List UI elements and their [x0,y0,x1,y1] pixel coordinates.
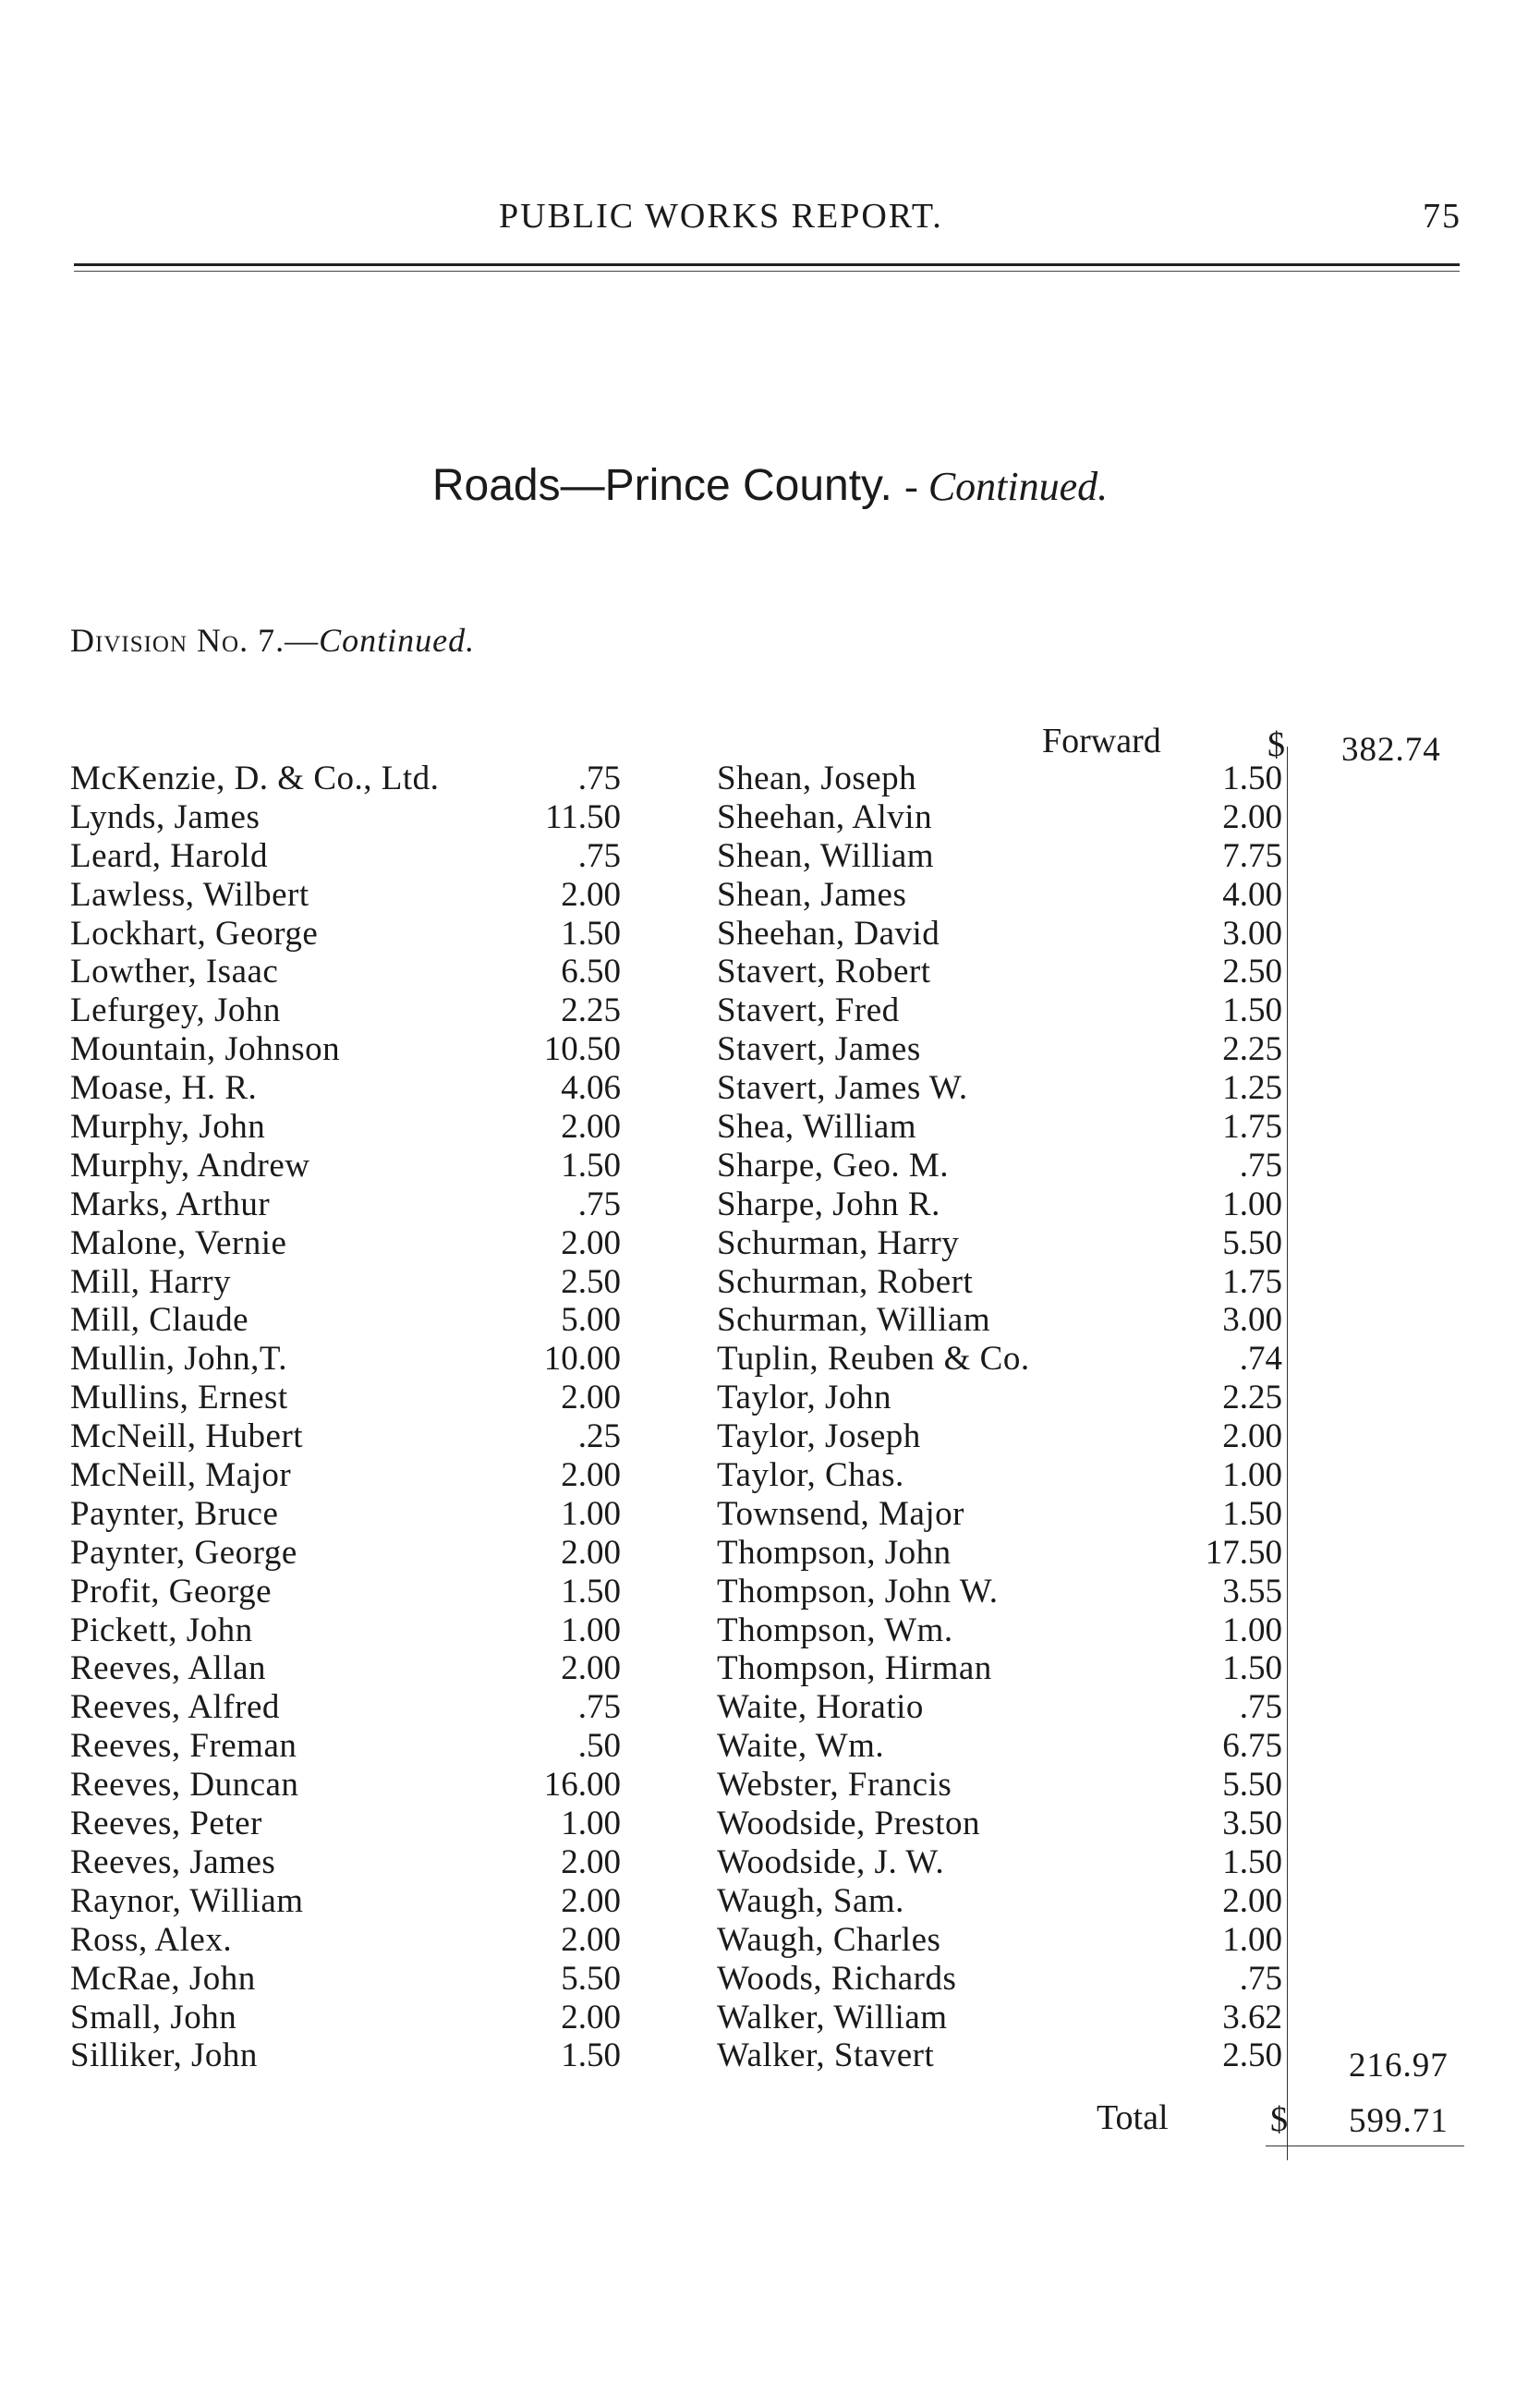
entry-name: Walker, Stavert [717,2036,935,2075]
division-number: 7.— [258,622,320,659]
entry-amount: 1.00 [561,1805,621,1843]
entry-amount: .74 [1239,1340,1282,1379]
left-entries-column [70,760,621,2075]
ledger-entry [70,1534,621,1573]
forward-currency: $ [1267,725,1285,764]
entry-amount: 6.50 [561,953,621,991]
entry-name: Paynter, Bruce [70,1494,279,1533]
entry-amount: 1.00 [561,1611,621,1649]
entry-name: Leard, Harold [70,836,269,875]
entry-amount: .75 [577,760,621,797]
total-label: Total [1097,2098,1169,2137]
entry-name: Reeves, Freman [70,1727,297,1766]
entry-name: Woodside, Preston [717,1805,981,1843]
entry-amount: 4.00 [1222,875,1282,914]
entry-name: Thompson, Wm. [717,1611,953,1649]
header-rule [74,263,1460,266]
entry-name: Shean, William [717,836,935,875]
ledger-entry [717,1417,1282,1456]
entry-name: McRae, John [70,1959,256,1998]
entry-name: Shean, James [717,875,907,914]
subtotal-amount: 216.97 [1349,2047,1449,2085]
ledger-entry [70,1688,621,1727]
entry-name: Ross, Alex. [70,1920,233,1959]
entry-amount: 2.00 [561,1649,621,1688]
ledger-entry [717,1727,1282,1766]
ledger-entry [717,1185,1282,1224]
entry-name: Reeves, Alfred [70,1688,280,1727]
entry-amount: 10.00 [543,1340,621,1379]
entry-name: Woodside, J. W. [717,1842,945,1881]
entry-amount: 1.00 [1222,1185,1282,1223]
ledger-entry [70,1147,621,1185]
entry-amount: .75 [577,836,621,875]
ledger-entry [70,1379,621,1417]
entry-amount: 10.50 [543,1030,621,1069]
ledger-entry [70,1727,621,1766]
ledger-entry [70,1069,621,1108]
entry-amount: 1.25 [1222,1069,1282,1108]
forward-label: Forward [1042,722,1161,760]
entry-name: Sharpe, John R. [717,1185,940,1223]
entry-name: Murphy, John [70,1108,266,1147]
entry-name: Waite, Horatio [717,1688,924,1727]
ledger-entry [717,1999,1282,2037]
ledger-entry [717,1573,1282,1611]
entry-name: Reeves, James [70,1842,276,1881]
entry-name: Taylor, Joseph [717,1417,921,1456]
forward-amount: 382.74 [1341,731,1441,769]
ledger-entry [70,1960,621,1999]
running-head [0,196,1540,240]
entry-name: Pickett, John [70,1611,253,1649]
entry-name: Stavert, James W. [717,1069,968,1108]
entry-name: Schurman, William [717,1301,991,1340]
ledger-entry [717,1224,1282,1263]
ledger-entry [70,876,621,915]
entry-name: Murphy, Andrew [70,1146,310,1185]
ledger-entry [70,760,621,798]
entry-name: Small, John [70,1998,237,2036]
entry-amount: 5.50 [1222,1766,1282,1805]
entry-amount: 1.50 [561,914,621,953]
entry-name: Waugh, Charles [717,1920,941,1959]
entry-amount: 11.50 [545,797,621,836]
entry-amount: 5.50 [561,1959,621,1998]
entry-amount: 6.75 [1222,1727,1282,1766]
entry-name: Schurman, Robert [717,1262,974,1301]
ledger-entry [70,915,621,954]
entry-name: Lockhart, George [70,914,319,953]
entry-amount: 1.50 [1222,1494,1282,1533]
ledger-entry [717,760,1282,798]
entry-amount: 1.50 [561,1572,621,1611]
entry-amount: 2.00 [561,1920,621,1959]
ledger-entry [70,1999,621,2037]
entry-amount: 1.00 [561,1494,621,1533]
ledger-entry [717,798,1282,837]
division-continued: Continued. [319,622,476,659]
ledger-entry [70,1921,621,1960]
entry-amount: 3.62 [1222,1998,1282,2036]
entry-name: Sharpe, Geo. M. [717,1146,950,1185]
entry-amount: .75 [1239,1146,1282,1185]
total-currency: $ [1270,2100,1288,2139]
entry-name: Thompson, John [717,1533,952,1572]
entry-amount: 2.00 [561,1108,621,1147]
ledger-entry [70,1263,621,1302]
entry-amount: 1.00 [1222,1920,1282,1959]
entry-amount: 2.00 [1222,1417,1282,1456]
entry-name: McNeill, Major [70,1456,292,1495]
ledger-entry [70,1805,621,1843]
entry-name: Reeves, Duncan [70,1766,299,1805]
entry-amount: 2.25 [1222,1379,1282,1417]
right-entries-column [717,760,1282,2075]
entry-name: Sheehan, David [717,914,940,953]
entry-name: Taylor, John [717,1379,891,1417]
entry-name: McKenzie, D. & Co., Ltd. [70,760,440,797]
ledger-entry [70,1108,621,1147]
entry-amount: 2.25 [561,991,621,1030]
entry-amount: 5.00 [561,1301,621,1340]
entry-name: Lawless, Wilbert [70,875,309,914]
ledger-entry [717,915,1282,954]
ledger-entry [717,1688,1282,1727]
ledger-entry [70,2036,621,2075]
entry-amount: 16.00 [543,1766,621,1805]
ledger-entry [70,953,621,991]
entry-name: Townsend, Major [717,1494,964,1533]
ledger-entry [70,1495,621,1534]
ledger-entry [717,837,1282,876]
ledger-entry [717,1456,1282,1495]
entry-amount: .25 [577,1417,621,1456]
entry-amount: 2.00 [561,875,621,914]
ledger-entry [717,991,1282,1030]
entry-name: Reeves, Allan [70,1649,267,1688]
entry-amount: .50 [577,1727,621,1766]
entry-amount: 17.50 [1205,1533,1282,1572]
entry-amount: .75 [1239,1688,1282,1727]
entry-name: Schurman, Harry [717,1223,960,1262]
ledger-entry [717,2036,1282,2075]
ledger-entry [70,1224,621,1263]
entry-name: Shea, William [717,1108,917,1147]
entry-amount: .75 [577,1688,621,1727]
entry-name: Silliker, John [70,2036,258,2075]
ledger-entry [70,1456,621,1495]
ledger-entry [70,1649,621,1688]
entry-name: Profit, George [70,1572,272,1611]
ledger-entry [717,1649,1282,1688]
entry-amount: 5.50 [1222,1223,1282,1262]
ledger-entry [70,991,621,1030]
entry-amount: 7.75 [1222,836,1282,875]
ledger-entry [717,1263,1282,1302]
entry-amount: 1.00 [1222,1456,1282,1495]
ledger-entry [717,1766,1282,1805]
section-title-text: Roads—Prince County. [431,461,892,510]
entry-name: Waite, Wm. [717,1727,885,1766]
ledger-entry [717,953,1282,991]
entry-name: Thompson, Hirman [717,1649,992,1688]
entry-amount: 1.50 [561,1146,621,1185]
ledger-entry [717,1921,1282,1960]
entry-name: Sheehan, Alvin [717,797,933,836]
ledger-entry [717,1030,1282,1069]
ledger-entry [717,1495,1282,1534]
entry-name: Lynds, James [70,797,261,836]
entry-name: Tuplin, Reuben & Co. [717,1340,1030,1379]
entry-amount: 2.25 [1222,1030,1282,1069]
entry-name: Reeves, Peter [70,1805,262,1843]
ledger-entry [70,1301,621,1340]
entry-amount: .75 [577,1185,621,1223]
entry-amount: 1.75 [1222,1108,1282,1147]
ledger-entry [70,1417,621,1456]
entry-amount: 2.50 [1222,2036,1282,2075]
entry-name: Webster, Francis [717,1766,952,1805]
entry-amount: 1.50 [1222,1649,1282,1688]
entry-amount: 2.50 [561,1262,621,1301]
entry-amount: 3.55 [1222,1572,1282,1611]
entry-name: Mill, Claude [70,1301,249,1340]
entry-name: Waugh, Sam. [717,1881,904,1920]
division-heading [70,621,475,660]
entry-amount: 2.00 [561,1379,621,1417]
entry-amount: 2.00 [561,1456,621,1495]
page-number: 75 [1423,197,1461,236]
entry-name: Malone, Vernie [70,1223,287,1262]
ledger-entry [717,1843,1282,1882]
ledger-entry [717,1611,1282,1650]
entry-amount: 1.00 [1222,1611,1282,1649]
ledger-entry [717,1340,1282,1379]
column-rule [1287,747,1288,2160]
entry-amount: 1.50 [1222,1842,1282,1881]
entry-amount: 1.75 [1222,1262,1282,1301]
ledger-entry [717,1147,1282,1185]
entry-amount: 3.50 [1222,1805,1282,1843]
report-title: PUBLIC WORKS REPORT. [499,197,943,236]
section-continued: - Continued. [904,464,1109,509]
entry-name: Lefurgey, John [70,991,281,1030]
entry-name: Stavert, Robert [717,953,931,991]
ledger-entry [717,1534,1282,1573]
entry-name: McNeill, Hubert [70,1417,304,1456]
ledger-entry [70,1340,621,1379]
entry-amount: 2.00 [561,1881,621,1920]
ledger-entry [70,1882,621,1921]
entry-name: Marks, Arthur [70,1185,271,1223]
entry-amount: 4.06 [561,1069,621,1108]
entry-name: Lowther, Isaac [70,953,279,991]
entry-name: Moase, H. R. [70,1069,258,1108]
entry-name: Stavert, Fred [717,991,900,1030]
entry-amount: 3.00 [1222,1301,1282,1340]
entry-amount: 3.00 [1222,914,1282,953]
total-amount: 599.71 [1349,2102,1449,2140]
section-title [0,460,1540,511]
entry-name: Shean, Joseph [717,760,917,797]
division-label: Division No. [70,622,249,659]
entry-amount: .75 [1239,1959,1282,1998]
ledger-entry [717,1379,1282,1417]
ledger-entry [70,1573,621,1611]
ledger-entry [717,1108,1282,1147]
ledger-entry [717,876,1282,915]
entry-name: Raynor, William [70,1881,304,1920]
ledger-entry [70,1611,621,1650]
entry-name: Walker, William [717,1998,948,2036]
ledger-entry [70,837,621,876]
ledger-entry [70,1185,621,1224]
ledger-entry [70,798,621,837]
entry-name: Taylor, Chas. [717,1456,904,1495]
ledger-entry [717,1882,1282,1921]
entry-amount: 2.00 [561,1223,621,1262]
entry-amount: 2.50 [1222,953,1282,991]
ledger-entry [717,1301,1282,1340]
entry-name: Paynter, George [70,1533,297,1572]
entry-name: Woods, Richards [717,1959,957,1998]
entry-amount: 1.50 [1222,760,1282,797]
entry-amount: 2.00 [561,1998,621,2036]
entry-amount: 2.00 [561,1842,621,1881]
entry-name: Mountain, Johnson [70,1030,341,1069]
entry-amount: 1.50 [561,2036,621,2075]
entry-name: Mullins, Ernest [70,1379,288,1417]
ledger-entry [717,1069,1282,1108]
entry-name: Mullin, John,T. [70,1340,287,1379]
header-rule-thin [74,271,1460,272]
entry-amount: 2.00 [1222,1881,1282,1920]
entry-name: Stavert, James [717,1030,921,1069]
entry-name: Mill, Harry [70,1262,232,1301]
ledger-entry [717,1805,1282,1843]
ledger-entry [70,1843,621,1882]
ledger-entry [70,1030,621,1069]
entry-amount: 1.50 [1222,991,1282,1030]
ledger-entry [70,1766,621,1805]
ledger-entry [717,1960,1282,1999]
entry-amount: 2.00 [1222,797,1282,836]
entry-amount: 2.00 [561,1533,621,1572]
entry-name: Thompson, John W. [717,1572,999,1611]
